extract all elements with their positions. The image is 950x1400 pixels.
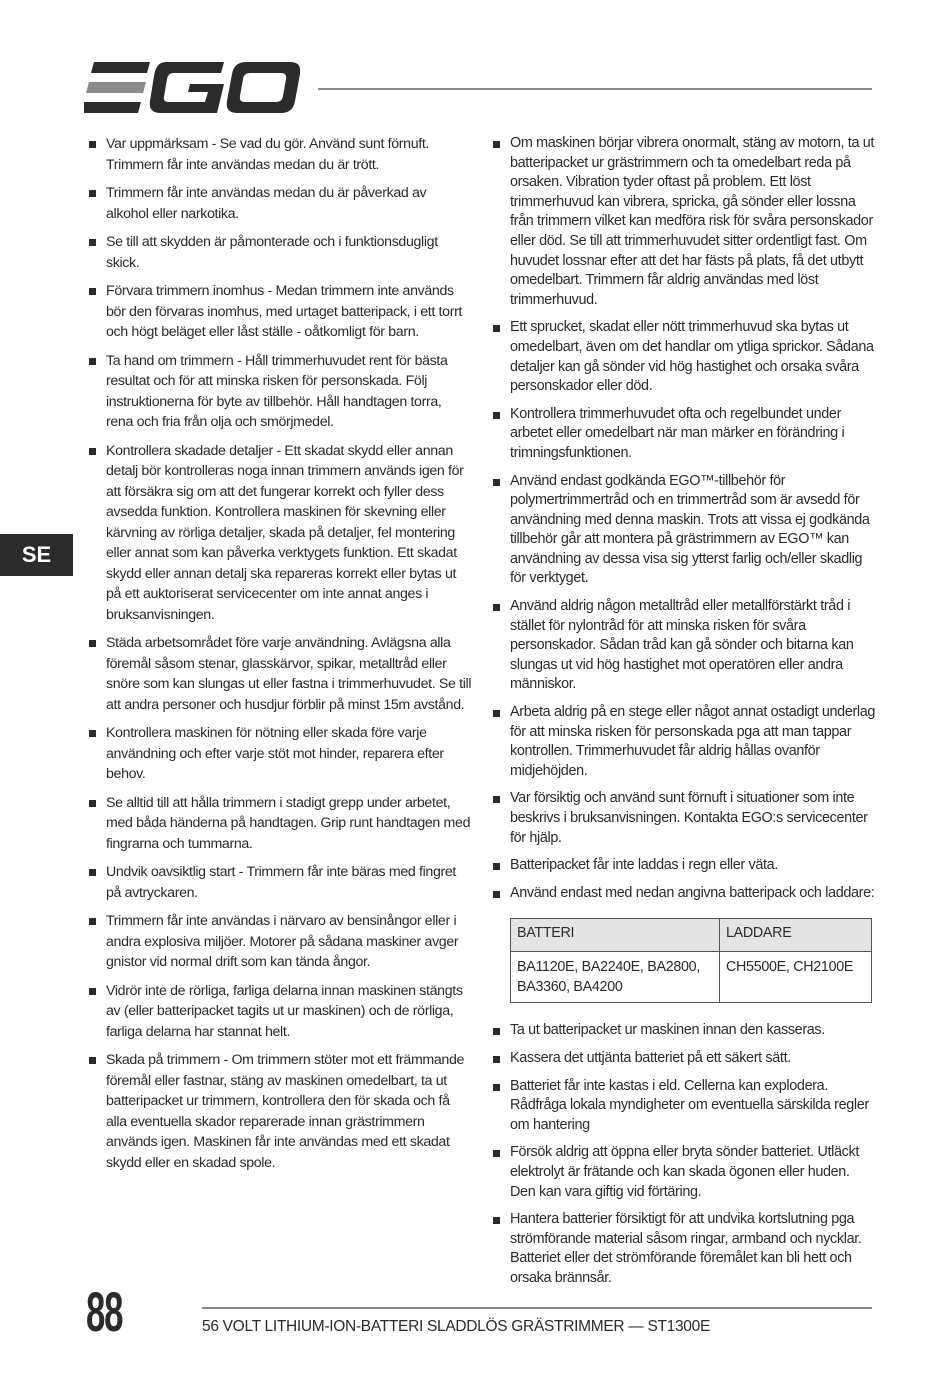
list-item: [88, 232, 472, 273]
list-item-text: Trimmern får inte användas i närvaro av bensinångor eller i andra explosiva miljöer. Motorer på sådana maskiner avger gnistor vid normal drift som kan tända ångor.: [106, 913, 459, 970]
footer-rule: [202, 1307, 872, 1309]
list-item: [492, 884, 876, 904]
list-item: [492, 472, 876, 590]
list-item-text: Kontrollera trimmerhuvudet ofta och regelbundet under arbetet eller omedelbart när man märker en förändring i trimningsfunktionen.: [510, 405, 845, 461]
list-item-text: Se alltid till att hålla trimmern i stadigt grepp under arbetet, med båda händerna på handtagen. Grip runt handtagen med fingrarna och tummarna.: [106, 794, 471, 852]
list-item-text: Försök aldrig att öppna eller bryta sönder batteriet. Utläckt elektrolyt är frätande och kan skada ögonen eller huden. Den kan vara giftig vid förtäring.: [510, 1144, 859, 1200]
list-item: [492, 789, 876, 848]
right-bullet-list-bottom: [492, 1021, 876, 1288]
bullet-square-icon: [89, 141, 96, 148]
list-item-text: Städa arbetsområdet före varje användning. Avlägsna alla föremål såsom stenar, glasskärvor, spikar, metalltråd eller snöre som kan slungas ut eller fastna i trimmerhuvudet. Se till att andra personer och husdjur förblir på minst 15m avstånd.: [106, 635, 472, 713]
list-item-text: Använd endast med nedan angivna batteripack och laddare:: [510, 884, 875, 901]
page-number: 88: [86, 1280, 123, 1343]
table-header-charger: LADDARE: [720, 919, 872, 952]
table-cell-chargers: CH5500E, CH2100E: [720, 952, 872, 1003]
list-item: [88, 862, 472, 903]
battery-charger-table: [510, 918, 872, 1003]
list-item-text: Förvara trimmern inomhus - Medan trimmern inte används bör den förvaras inomhus, med urtaget batteripack, i ett torrt och högt beläget eller låst ställe - oåtkomligt för barn.: [106, 283, 463, 340]
list-item-text: Batteripacket får inte laddas i regn eller väta.: [510, 857, 778, 874]
list-item-text: Var försiktig och använd sunt förnuft i situationer som inte beskrivs i bruksanvisningen. Kontakta EGO:s servicecenter för hjälp.: [510, 790, 868, 846]
bullet-square-icon: [493, 1084, 500, 1091]
list-item: [492, 703, 876, 781]
bullet-square-icon: [493, 1217, 500, 1224]
list-item: [88, 723, 472, 785]
list-item: [492, 405, 876, 464]
bullet-square-icon: [89, 800, 96, 807]
bullet-square-icon: [89, 730, 96, 737]
bullet-square-icon: [493, 325, 500, 332]
table-cell-batteries: BA1120E, BA2240E, BA2800, BA3360, BA4200: [511, 952, 720, 1003]
list-item-text: Använd endast godkända EGO™-tillbehör för polymertrimmertråd och en trimmertråd som är avsedd för användning med denna maskin. Trots att vissa ej godkända tillbehör går att montera på grästrimmern av EGO™ kan användning av dessa visa sig ytterst farlig och/eller skadlig för verktyget.: [510, 472, 870, 587]
list-item-text: Kontrollera maskinen för nötning eller skada före varje användning och efter varje stöt mot hinder, reparera efter behov.: [106, 725, 444, 782]
list-item: [492, 318, 876, 396]
list-item: [492, 1077, 876, 1136]
bullet-square-icon: [493, 1150, 500, 1157]
list-item-text: Trimmern får inte användas medan du är påverkad av alkohol eller narkotika.: [106, 185, 427, 222]
list-item-text: Använd aldrig någon metalltråd eller metallförstärkt tråd i stället för nylontråd för att minska risken för svåra personskador. Sådan tråd kan gå sönder och bitarna kan slungas ut vid hög hastighet mot operatören eller andra människor.: [510, 598, 854, 693]
list-item-text: Kassera det uttjänta batteriet på ett säkert sätt.: [510, 1049, 791, 1066]
list-item: [88, 793, 472, 855]
list-item: [88, 183, 472, 224]
list-item-text: Arbeta aldrig på en stege eller något annat ostadigt underlag för att minska risken för personskada pga att man tappar kontrollen. Trimmerhuvudet får aldrig hållas ovanför midjehöjden.: [510, 704, 876, 779]
list-item-text: Skada på trimmern - Om trimmern stöter mot ett främmande föremål eller fastnar, stäng av maskinen omedelbart, ta ut batteripacket ur trimmern, kontrollera den för skada och få alla eventuella skador reparerade innan grästrimmern används igen. Maskinen får inte användas med ett skadat skydd eller en skadad spole.: [106, 1052, 465, 1171]
list-item-text: Var uppmärksam - Se vad du gör. Använd sunt förnuft. Trimmern får inte användas medan du är trött.: [106, 136, 430, 173]
bullet-square-icon: [89, 239, 96, 246]
bullet-square-icon: [493, 141, 500, 148]
bullet-square-icon: [89, 918, 96, 925]
bullet-square-icon: [493, 891, 500, 898]
bullet-square-icon: [89, 869, 96, 876]
bullet-square-icon: [89, 358, 96, 365]
list-item: [88, 441, 472, 626]
bullet-square-icon: [89, 190, 96, 197]
bullet-square-icon: [89, 1057, 96, 1064]
list-item: [88, 911, 472, 973]
list-item: [492, 597, 876, 695]
list-item: [88, 1050, 472, 1173]
list-item: [492, 1210, 876, 1288]
bullet-square-icon: [89, 448, 96, 455]
bullet-square-icon: [89, 288, 96, 295]
list-item-text: Hantera batterier försiktigt för att undvika kortslutning pga strömförande material såsom ringar, armband och nycklar. Batteriet eller det strömförande föremålet kan bli hett och orsaka brännsår.: [510, 1211, 862, 1286]
footer-title: 56 VOLT LITHIUM-ION-BATTERI SLADDLÖS GRÄSTRIMMER — ST1300E: [202, 1318, 710, 1335]
bullet-square-icon: [493, 863, 500, 870]
list-item-text: Vidrör inte de rörliga, farliga delarna innan maskinen stängts av (eller batteripacket tagits ut ur maskinen) och de rörliga, farliga delarna har stannat helt.: [106, 982, 463, 1040]
list-item: [492, 1049, 876, 1069]
table-row: [511, 952, 872, 1003]
bullet-square-icon: [493, 479, 500, 486]
list-item: [492, 1143, 876, 1202]
left-bullet-list: [88, 134, 472, 1173]
header-rule: [318, 88, 872, 90]
bullet-square-icon: [493, 710, 500, 717]
bullet-square-icon: [493, 412, 500, 419]
table-header-battery: BATTERI: [511, 919, 720, 952]
left-column: [88, 134, 472, 1181]
ego-logo: [84, 62, 300, 114]
list-item-text: Om maskinen börjar vibrera onormalt, stäng av motorn, ta ut batteripacket ur grästrimmern och ta omedelbart reda på orsaken. Vibration tyder oftast på problem. Ett löst trimmerhuvud kan vibrera, spricka, gå sönder eller lossna från trimmern vilket kan medföra risk för svåra personskador eller död. Se till att trimmerhuvudet sitter ordentligt fast. Om huvudet lossnar efter att det har fästs på plats, få det utbytt omedelbart. Trimmern får aldrig användas med löst trimmerhuvud.: [510, 135, 875, 308]
language-tab: SE: [0, 534, 73, 576]
list-item: [492, 856, 876, 876]
list-item: [88, 633, 472, 715]
list-item: [88, 351, 472, 433]
list-item-text: Kontrollera skadade detaljer - Ett skadat skydd eller annan detalj bör kontrolleras noga innan trimmern används igen för att försäkra sig om att det fungerar korrekt och fyller dess avsedda funktion. Kontrollera maskinen för skevning eller kärvning av rörliga detaljer, skada på detaljer, fel montering eller annat som kan påverka verktygets funktion. Ett skadat skydd eller annan detalj ska repareras korrekt eller bytas ut på ett auktoriserat servicecenter om inte annat anges i bruksanvisningen.: [106, 442, 464, 623]
list-item: [88, 281, 472, 343]
list-item: [88, 981, 472, 1043]
list-item-text: Se till att skydden är påmonterade och i funktionsdugligt skick.: [106, 234, 438, 271]
list-item: [88, 134, 472, 175]
list-item: [492, 1021, 876, 1041]
bullet-square-icon: [89, 988, 96, 995]
right-column: [492, 134, 876, 1297]
bullet-square-icon: [89, 640, 96, 647]
bullet-square-icon: [493, 1028, 500, 1035]
bullet-square-icon: [493, 796, 500, 803]
list-item-text: Batteriet får inte kastas i eld. Cellerna kan explodera. Rådfråga lokala myndigheter om eventuella särskilda regler om hantering: [510, 1077, 869, 1133]
right-bullet-list-top: [492, 134, 876, 903]
list-item-text: Ta ut batteripacket ur maskinen innan den kasseras.: [510, 1022, 825, 1039]
list-item-text: Ett sprucket, skadat eller nött trimmerhuvud ska bytas ut omedelbart, även om det handlar om ytliga sprickor. Sådana detaljer kan gå sönder vid hög hastighet och orsaka svåra personskador eller död.: [510, 319, 874, 395]
list-item-text: Ta hand om trimmern - Håll trimmerhuvudet rent för bästa resultat och för att minska risken för personskada. Följ instruktionerna för byte av tillbehör. Håll handtagen torra, rena och fria från olja och smörjmedel.: [106, 352, 448, 430]
list-item: [492, 134, 876, 310]
bullet-square-icon: [493, 1056, 500, 1063]
list-item-text: Undvik oavsiktlig start - Trimmern får inte bäras med fingret på avtryckaren.: [106, 864, 457, 901]
bullet-square-icon: [493, 604, 500, 611]
